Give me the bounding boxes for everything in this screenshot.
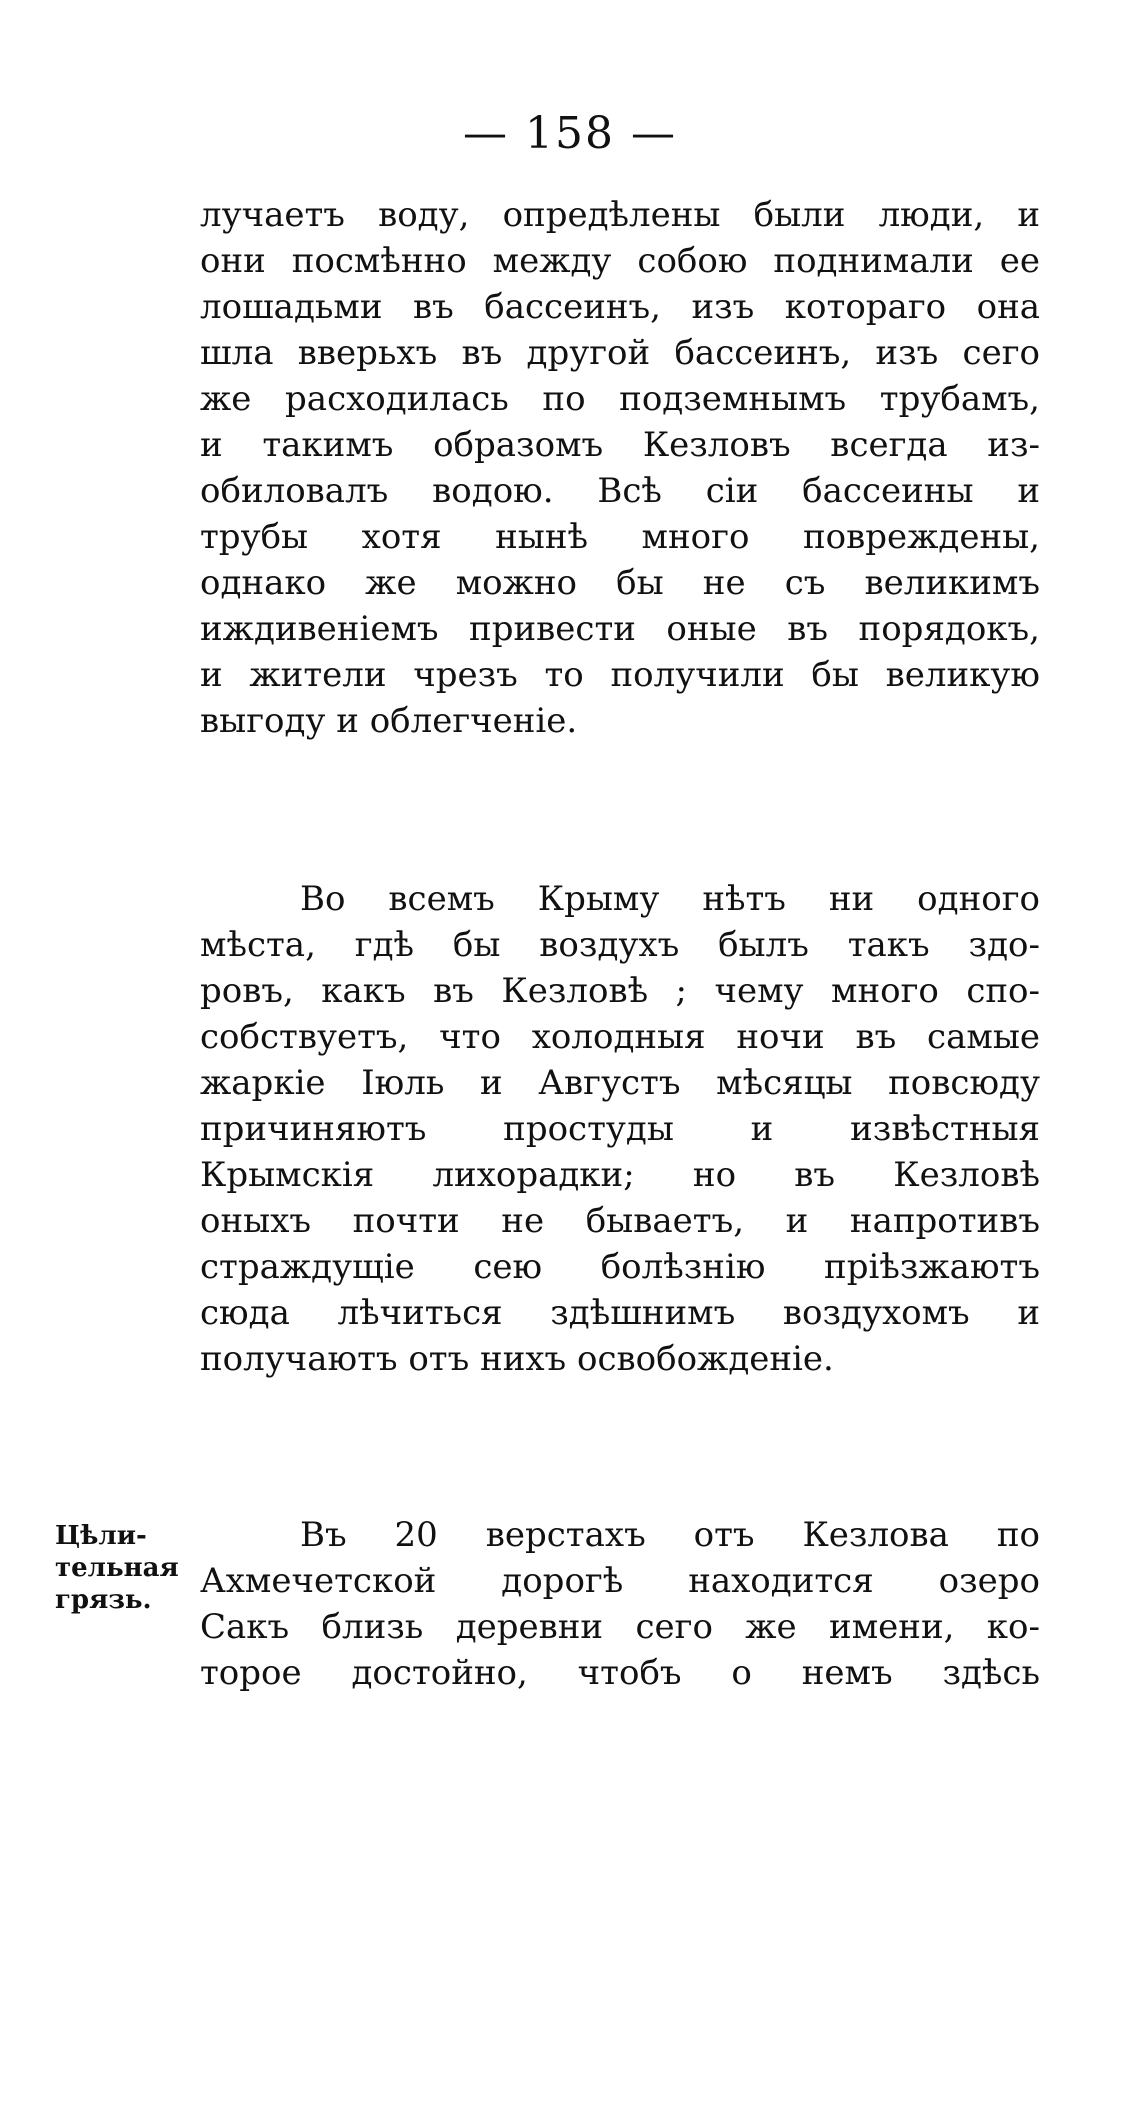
text-line: Крымскія лихорадки; но въ Кезловѣ — [200, 1155, 1040, 1195]
text-line: причиняютъ простуды и извѣстныя — [200, 1109, 1040, 1149]
paragraph-climate — [200, 876, 1040, 1382]
text-line: обиловалъ водою. Всѣ сіи бассеины и — [200, 471, 1040, 511]
text-line: Въ 20 верстахъ отъ Кезлова по — [300, 1515, 1040, 1555]
text-line: они посмѣнно между собою поднимали ее — [200, 241, 1040, 281]
page-number: — 158 — — [463, 108, 677, 159]
text-line: лошадьми въ бассеинъ, изъ котораго она — [200, 287, 1040, 327]
text-line: жаркіе Іюль и Августъ мѣсяцы повсюду — [200, 1063, 1040, 1103]
text-line: же расходилась по подземнымъ трубамъ, — [200, 379, 1040, 419]
text-line: иждивеніемъ привести оные въ порядокъ, — [200, 609, 1040, 649]
text-line: оныхъ почти не бываетъ, и напротивъ — [200, 1201, 1040, 1241]
text-line: Ахмечетской дорогѣ находится озеро — [200, 1561, 1040, 1601]
text-line: и такимъ образомъ Кезловъ всегда из- — [200, 425, 1040, 465]
margin-note-line: тельная — [55, 1553, 179, 1583]
text-line: трубы хотя нынѣ много повреждены, — [200, 517, 1040, 557]
text-line: лучаетъ воду, опредѣлены были люди, и — [200, 195, 1040, 235]
text-line: страждущіе сею болѣзнію пріѣзжаютъ — [200, 1247, 1040, 1287]
paragraph-healing-mud — [200, 1512, 1040, 1696]
text-line: выгоду и облегченіе. — [200, 701, 578, 741]
margin-note-line: грязь. — [55, 1585, 152, 1615]
paragraph-water-supply — [200, 192, 1040, 744]
text-line: торое достойно, чтобъ о немъ здѣсь — [200, 1653, 1040, 1693]
margin-note-line: Цѣли- — [55, 1521, 147, 1551]
text-line: ровъ, какъ въ Кезловѣ ; чему много спо- — [200, 971, 1040, 1011]
text-line: Во всемъ Крыму нѣтъ ни одного — [300, 879, 1040, 919]
text-line: однако же можно бы не съ великимъ — [200, 563, 1040, 603]
text-line: Сакъ близь деревни сего же имени, ко- — [200, 1607, 1040, 1647]
text-line: сюда лѣчиться здѣшнимъ воздухомъ и — [200, 1293, 1040, 1333]
text-line: шла вверьхъ въ другой бассеинъ, изъ сего — [200, 333, 1040, 373]
text-line: и жители чрезъ то получили бы великую — [200, 655, 1040, 695]
text-line: мѣста, гдѣ бы воздухъ былъ такъ здо- — [200, 925, 1040, 965]
text-line: собствуетъ, что холодныя ночи въ самые — [200, 1017, 1040, 1057]
margin-note — [55, 1520, 205, 1616]
text-line: получаютъ отъ нихъ освобожденіе. — [200, 1339, 834, 1379]
